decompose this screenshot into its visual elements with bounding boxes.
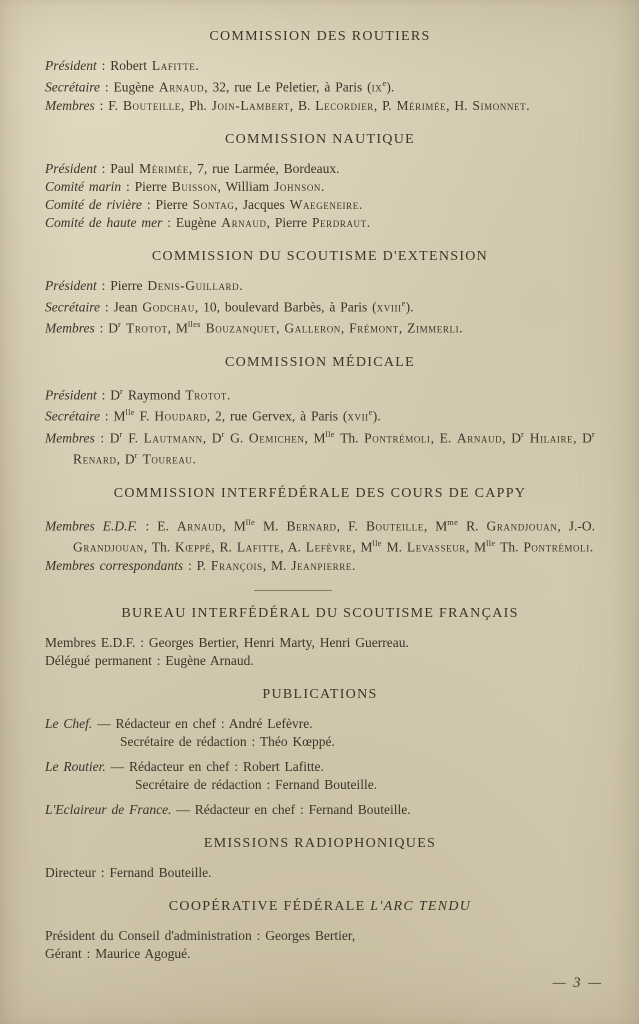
- name-smallcaps: Join-Lambert: [211, 97, 290, 113]
- name-smallcaps: Jeanpierre: [291, 557, 352, 573]
- label-italic: L'Eclaireur de France.: [45, 801, 172, 817]
- text: , M: [352, 539, 373, 555]
- text: : P.: [183, 557, 211, 573]
- name-smallcaps: Levasseur: [406, 539, 466, 555]
- label-italic: Comité de haute mer: [45, 214, 163, 230]
- text: ,: [398, 320, 408, 336]
- page-number: — 3 —: [552, 975, 603, 991]
- text: : D: [94, 320, 118, 336]
- name-smallcaps: Zimmerli: [407, 320, 460, 336]
- text: , Jacques: [234, 196, 290, 212]
- text: : D: [96, 387, 120, 402]
- text: R.: [458, 518, 487, 533]
- label-italic: Secrétaire: [45, 79, 100, 95]
- text: F.: [122, 430, 144, 445]
- text: Gérant : Maurice Agogué.: [45, 945, 191, 961]
- section-heading: [45, 834, 595, 853]
- text: , D: [573, 430, 592, 445]
- section: [45, 897, 595, 963]
- name-smallcaps: xviii: [376, 299, 402, 314]
- section: [45, 27, 595, 115]
- name-smallcaps: Lefèvre: [305, 539, 353, 555]
- superscript: e: [401, 298, 406, 308]
- name-smallcaps: Waegeneire: [289, 196, 359, 212]
- entry-line: [45, 557, 595, 575]
- section-heading: [45, 247, 595, 266]
- text: .: [321, 178, 325, 194]
- section-divider: [254, 590, 332, 591]
- text: , 10, boulevard Barbès, à Paris (: [194, 299, 377, 314]
- text: , William: [217, 178, 275, 194]
- name-smallcaps: Denis-Guillard: [147, 277, 240, 293]
- section: [45, 247, 595, 338]
- superscript: lle: [486, 539, 496, 548]
- section: [45, 604, 595, 670]
- text: , 2, rue Gervex, à Paris (: [206, 408, 348, 424]
- superscript: r: [221, 429, 225, 439]
- text: ,: [340, 320, 350, 336]
- label-italic: Membres correspondants: [45, 557, 184, 573]
- name-smallcaps: Lafitte: [236, 539, 281, 555]
- section-heading: [45, 897, 595, 916]
- text: : Eugène: [162, 214, 222, 230]
- section-heading: [45, 130, 595, 149]
- superscript: e: [368, 408, 373, 417]
- text: , P.: [373, 97, 397, 113]
- superscript: lle: [372, 539, 382, 548]
- name-smallcaps: Lafitte: [151, 58, 196, 73]
- text: : Pierre: [96, 277, 148, 293]
- name-smallcaps: Toureau: [142, 451, 193, 467]
- name-smallcaps: Kœppé: [175, 539, 212, 555]
- text: , M: [167, 320, 188, 336]
- text: , F.: [336, 518, 366, 533]
- entry-line: [45, 733, 595, 751]
- text: : F.: [94, 97, 123, 113]
- text: , M: [222, 518, 246, 533]
- entry-line: [45, 97, 595, 115]
- entry-line: [45, 178, 595, 196]
- text: : Robert: [96, 58, 152, 73]
- label-italic: Président: [45, 387, 97, 402]
- text: BUREAU INTERFÉDÉRAL DU SCOUTISME FRANÇAIS: [121, 605, 519, 621]
- label-italic: L'ARC TENDU: [370, 898, 472, 914]
- text: Secrétaire de rédaction : Fernand Bouteille.: [135, 776, 378, 792]
- superscript: me: [447, 517, 459, 527]
- entry-line: [45, 426, 595, 469]
- text: .: [459, 320, 463, 336]
- text: , Th.: [143, 539, 176, 555]
- entry-line: [45, 295, 595, 317]
- text: .: [366, 214, 371, 230]
- text: : Eugène: [99, 79, 159, 95]
- text: , 7, rue Larmée, Bordeaux.: [188, 160, 340, 176]
- entry-line: [45, 801, 595, 819]
- text: F.: [134, 408, 155, 424]
- text: : D: [94, 430, 120, 445]
- page-content: [45, 27, 595, 963]
- entry-line: [45, 715, 595, 733]
- text: , M: [465, 539, 487, 555]
- text: .: [227, 387, 231, 402]
- label-italic: Secrétaire: [45, 299, 100, 314]
- text: , D: [502, 430, 521, 445]
- entry-line: [45, 514, 595, 557]
- label-italic: Membres E.D.F.: [45, 518, 138, 533]
- entry-line: [45, 776, 595, 794]
- text: Directeur : Fernand Bouteille.: [45, 864, 212, 880]
- text: COMMISSION NAUTIQUE: [225, 131, 415, 147]
- entry-line: [45, 316, 595, 338]
- text: Secrétaire de rédaction : Théo Kœppé.: [120, 733, 335, 749]
- label-italic: Président: [45, 277, 97, 293]
- text: .: [351, 557, 356, 573]
- text: , M: [304, 430, 326, 445]
- label-italic: Membres: [45, 320, 95, 336]
- entry-line: [45, 383, 595, 405]
- superscript: r: [521, 429, 525, 439]
- name-smallcaps: Frémont: [349, 320, 399, 336]
- name-smallcaps: Simonnet: [472, 97, 527, 113]
- text: , Pierre: [266, 214, 312, 230]
- text: , M.: [262, 557, 292, 573]
- superscript: lle: [325, 429, 335, 439]
- name-smallcaps: Mérimée: [396, 97, 447, 113]
- label-italic: Membres: [45, 97, 95, 113]
- entry-line: [45, 57, 595, 75]
- text: Membres E.D.F. : Georges Bertier, Henri Marty, Henri Guerreau.: [45, 634, 409, 650]
- superscript: r: [119, 429, 123, 439]
- section-heading: [45, 27, 595, 46]
- name-smallcaps: Buisson: [171, 178, 218, 194]
- section: [45, 130, 595, 232]
- label-italic: Président: [45, 58, 97, 73]
- text: Th.: [334, 430, 365, 445]
- label-italic: Le Chef.: [45, 715, 93, 731]
- entry-line: [45, 634, 595, 652]
- name-smallcaps: Pontrémoli: [364, 430, 431, 445]
- superscript: e: [382, 79, 387, 88]
- text: COOPÉRATIVE FÉDÉRALE: [168, 898, 371, 914]
- label-italic: Secrétaire: [45, 408, 100, 424]
- name-smallcaps: Renard: [73, 451, 117, 467]
- name-smallcaps: Sontag: [192, 196, 235, 212]
- text: , D: [116, 451, 135, 467]
- name-smallcaps: Arnaud: [221, 214, 267, 230]
- name-smallcaps: Bouteille: [122, 97, 181, 113]
- superscript: r: [591, 429, 596, 439]
- text: EMISSIONS RADIOPHONIQUES: [203, 835, 437, 851]
- section-heading: [45, 685, 595, 704]
- text: , Ph.: [180, 97, 212, 113]
- text: : Paul: [96, 160, 140, 176]
- section: [45, 834, 595, 882]
- name-smallcaps: Arnaud: [456, 430, 503, 445]
- entry-line: [45, 927, 595, 945]
- name-smallcaps: Houdard: [154, 408, 207, 424]
- section-heading: [45, 353, 595, 372]
- superscript: lle: [125, 408, 135, 417]
- entry-line: [45, 75, 595, 97]
- text: COMMISSION DES ROUTIERS: [209, 29, 431, 44]
- name-smallcaps: Pontrémoli: [523, 539, 590, 555]
- text: ).: [372, 408, 381, 424]
- text: M.: [381, 539, 407, 555]
- name-smallcaps: Mérimée: [139, 160, 189, 176]
- section: [45, 685, 595, 819]
- text: COMMISSION INTERFÉDÉRALE DES COURS DE CAPPY: [113, 485, 527, 501]
- superscript: lle: [245, 517, 255, 527]
- entry-line: [45, 277, 595, 295]
- text: : Pierre: [141, 196, 193, 212]
- text: .: [192, 451, 196, 467]
- label-italic: Comité de rivière: [45, 196, 142, 212]
- superscript: lles: [187, 320, 201, 329]
- name-smallcaps: xvii: [347, 408, 369, 424]
- text: , H.: [446, 97, 473, 113]
- text: M.: [254, 518, 287, 533]
- text: COMMISSION DU SCOUTISME D'EXTENSION: [151, 248, 489, 264]
- label-italic: Le Routier.: [45, 758, 106, 774]
- name-smallcaps: Lautmann: [143, 430, 203, 445]
- text: , 32, rue Le Peletier, à Paris (: [204, 79, 372, 95]
- name-smallcaps: Oemichen: [248, 430, 305, 445]
- text: : M: [99, 408, 126, 424]
- text: ).: [405, 299, 414, 314]
- text: .: [358, 196, 363, 212]
- label-italic: Comité marin: [45, 178, 122, 194]
- text: PUBLICATIONS: [262, 686, 378, 702]
- text: , J.-O.: [557, 518, 595, 533]
- text: .: [589, 539, 594, 555]
- name-smallcaps: ix: [371, 79, 383, 95]
- name-smallcaps: Grandjouan: [73, 539, 144, 555]
- name-smallcaps: Trotot: [185, 387, 228, 402]
- text: , R.: [211, 539, 237, 555]
- name-smallcaps: Hilaire: [529, 430, 574, 445]
- name-smallcaps: Godchau: [142, 299, 195, 314]
- text: Raymond: [123, 387, 186, 402]
- text: .: [526, 97, 530, 113]
- text: , B.: [289, 97, 316, 113]
- name-smallcaps: Lecordier: [315, 97, 374, 113]
- text: Président du Conseil d'administration : Georges Bertier,: [45, 927, 356, 943]
- name-smallcaps: Johnson: [274, 178, 322, 194]
- name-smallcaps: Grandjouan: [486, 518, 558, 533]
- label-italic: Président: [45, 160, 97, 176]
- text: COMMISSION MÉDICALE: [225, 354, 415, 370]
- superscript: r: [134, 451, 138, 460]
- entry-line: [45, 404, 595, 426]
- name-smallcaps: Trotot: [125, 320, 168, 336]
- name-smallcaps: Galleron: [284, 320, 341, 336]
- entry-line: [45, 160, 595, 178]
- text: , A.: [280, 539, 306, 555]
- entry-line: [45, 214, 595, 232]
- section: [45, 353, 595, 469]
- text: — Rédacteur en chef : Robert Lafitte.: [105, 758, 324, 774]
- name-smallcaps: Bouzanquet: [205, 320, 277, 336]
- text: ).: [386, 79, 395, 95]
- text: : Jean: [99, 299, 143, 314]
- name-smallcaps: Bernard: [286, 518, 337, 533]
- entry-line: [45, 652, 595, 670]
- text: , M: [423, 518, 448, 533]
- name-smallcaps: Perdraut: [311, 214, 367, 230]
- name-smallcaps: François: [210, 557, 263, 573]
- text: : Pierre: [121, 178, 172, 194]
- text: , E.: [430, 430, 457, 445]
- entry-line: [45, 945, 595, 963]
- text: — Rédacteur en chef : Fernand Bouteille.: [171, 801, 411, 817]
- text: , D: [202, 430, 222, 445]
- entry-line: [45, 196, 595, 214]
- text: G.: [224, 430, 249, 445]
- section-heading: [45, 604, 595, 623]
- name-smallcaps: Arnaud: [176, 518, 223, 533]
- superscript: r: [120, 386, 124, 396]
- section: [45, 484, 595, 575]
- text: Délégué permanent : Eugène Arnaud.: [45, 652, 254, 668]
- text: .: [239, 277, 243, 293]
- name-smallcaps: Bouteille: [365, 518, 424, 533]
- entry-line: [45, 758, 595, 776]
- superscript: r: [118, 320, 122, 329]
- entry-line: [45, 864, 595, 882]
- text: .: [195, 58, 199, 73]
- text: ,: [276, 320, 285, 336]
- name-smallcaps: Arnaud: [158, 79, 205, 95]
- text: : E.: [137, 518, 177, 533]
- label-italic: Membres: [45, 430, 95, 445]
- section-heading: [45, 484, 595, 503]
- text: Th.: [495, 539, 524, 555]
- text: — Rédacteur en chef : André Lefèvre.: [92, 715, 313, 731]
